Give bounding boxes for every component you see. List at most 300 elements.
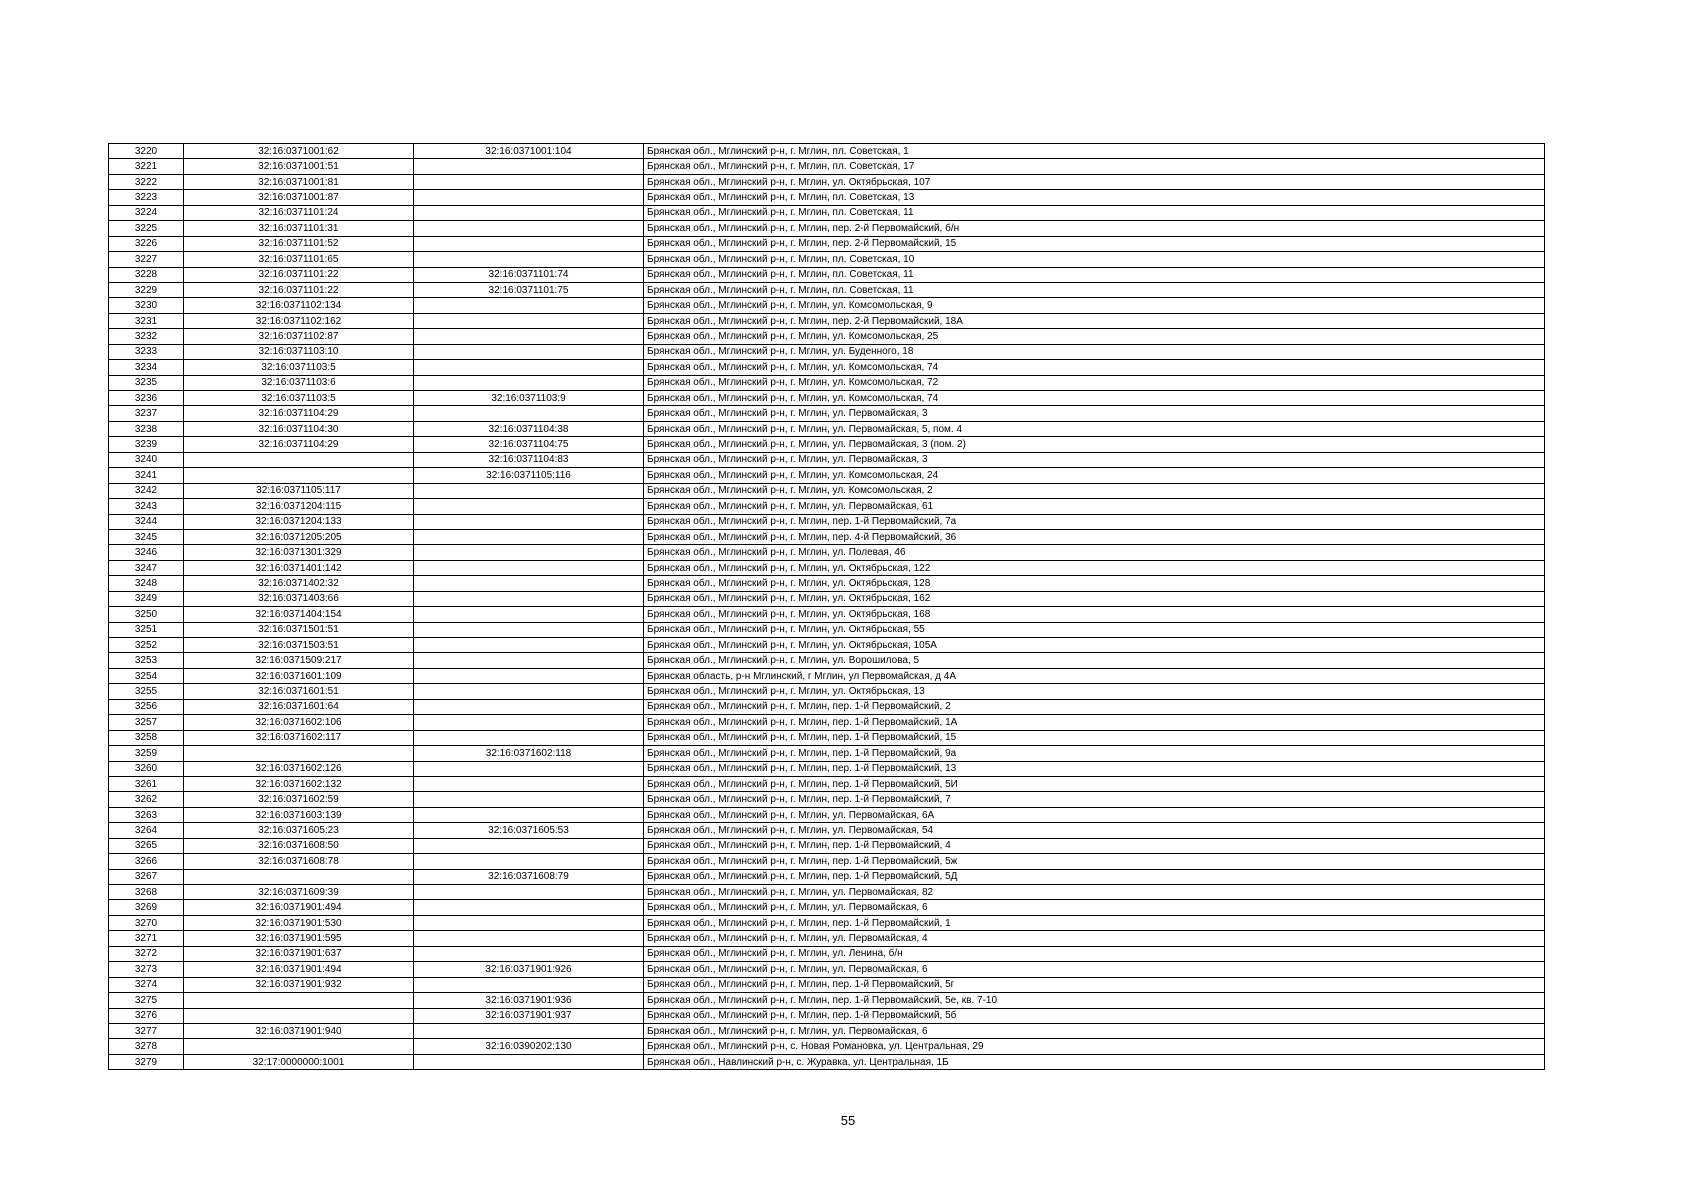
address-cell: Брянская обл., Мглинский р-н, г. Мглин, ул. Ленина, б/н bbox=[644, 946, 1545, 961]
related-cadastral-number-cell bbox=[414, 298, 644, 313]
row-number-cell: 3249 bbox=[109, 591, 184, 606]
cadastral-number-cell: 32:16:0371101:52 bbox=[184, 236, 414, 251]
row-number-cell: 3270 bbox=[109, 915, 184, 930]
row-number-cell: 3246 bbox=[109, 545, 184, 560]
table-row bbox=[109, 252, 1545, 267]
row-number-cell: 3221 bbox=[109, 159, 184, 174]
row-number-cell: 3268 bbox=[109, 885, 184, 900]
cadastral-number-cell: 32:16:0371101:22 bbox=[184, 282, 414, 297]
address-cell: Брянская обл., Мглинский р-н, с. Новая Романовка, ул. Центральная, 29 bbox=[644, 1039, 1545, 1054]
row-number-cell: 3224 bbox=[109, 205, 184, 220]
cadastral-number-cell: 32:16:0371501:51 bbox=[184, 622, 414, 637]
table-row bbox=[109, 761, 1545, 776]
table-row bbox=[109, 298, 1545, 313]
row-number-cell: 3259 bbox=[109, 746, 184, 761]
cadastral-number-cell: 32:16:0371401:142 bbox=[184, 560, 414, 575]
address-cell: Брянская обл., Мглинский р-н, г. Мглин, ул. Октябрьская, 107 bbox=[644, 174, 1545, 189]
row-number-cell: 3250 bbox=[109, 607, 184, 622]
cadastral-number-cell: 32:16:0371101:24 bbox=[184, 205, 414, 220]
related-cadastral-number-cell: 32:16:0371901:937 bbox=[414, 1008, 644, 1023]
address-cell: Брянская обл., Мглинский р-н, г. Мглин, ул. Комсомольская, 9 bbox=[644, 298, 1545, 313]
row-number-cell: 3237 bbox=[109, 406, 184, 421]
cadastral-number-cell: 32:16:0371901:530 bbox=[184, 915, 414, 930]
related-cadastral-number-cell: 32:16:0371605:53 bbox=[414, 823, 644, 838]
related-cadastral-number-cell bbox=[414, 792, 644, 807]
cadastral-number-cell: 32:16:0371601:51 bbox=[184, 684, 414, 699]
table-body bbox=[109, 144, 1545, 1070]
cadastral-number-cell: 32:16:0371301:329 bbox=[184, 545, 414, 560]
table-row bbox=[109, 529, 1545, 544]
table-row bbox=[109, 205, 1545, 220]
row-number-cell: 3247 bbox=[109, 560, 184, 575]
row-number-cell: 3225 bbox=[109, 221, 184, 236]
related-cadastral-number-cell bbox=[414, 668, 644, 683]
related-cadastral-number-cell bbox=[414, 344, 644, 359]
table-row bbox=[109, 684, 1545, 699]
row-number-cell: 3253 bbox=[109, 653, 184, 668]
row-number-cell: 3226 bbox=[109, 236, 184, 251]
related-cadastral-number-cell bbox=[414, 715, 644, 730]
related-cadastral-number-cell bbox=[414, 313, 644, 328]
related-cadastral-number-cell bbox=[414, 946, 644, 961]
cadastral-number-cell: 32:16:0371608:50 bbox=[184, 838, 414, 853]
table-row bbox=[109, 406, 1545, 421]
cadastral-number-cell: 32:16:0371101:65 bbox=[184, 252, 414, 267]
related-cadastral-number-cell bbox=[414, 776, 644, 791]
cadastral-number-cell: 32:16:0371001:81 bbox=[184, 174, 414, 189]
address-cell: Брянская обл., Мглинский р-н, г. Мглин, пл. Советская, 13 bbox=[644, 190, 1545, 205]
row-number-cell: 3255 bbox=[109, 684, 184, 699]
table-row bbox=[109, 885, 1545, 900]
table-row bbox=[109, 483, 1545, 498]
related-cadastral-number-cell: 32:16:0371101:75 bbox=[414, 282, 644, 297]
table-row bbox=[109, 1039, 1545, 1054]
related-cadastral-number-cell: 32:16:0371608:79 bbox=[414, 869, 644, 884]
row-number-cell: 3230 bbox=[109, 298, 184, 313]
table-row bbox=[109, 993, 1545, 1008]
cadastral-number-cell: 32:16:0371608:78 bbox=[184, 854, 414, 869]
table-row bbox=[109, 282, 1545, 297]
row-number-cell: 3267 bbox=[109, 869, 184, 884]
table-row bbox=[109, 915, 1545, 930]
row-number-cell: 3233 bbox=[109, 344, 184, 359]
cadastral-number-cell: 32:16:0371204:115 bbox=[184, 499, 414, 514]
cadastral-number-cell: 32:16:0371102:87 bbox=[184, 329, 414, 344]
table-row bbox=[109, 576, 1545, 591]
related-cadastral-number-cell: 32:16:0371104:75 bbox=[414, 437, 644, 452]
related-cadastral-number-cell bbox=[414, 761, 644, 776]
cadastral-number-cell: 32:16:0371901:932 bbox=[184, 977, 414, 992]
table-row bbox=[109, 313, 1545, 328]
table-row bbox=[109, 514, 1545, 529]
row-number-cell: 3276 bbox=[109, 1008, 184, 1023]
related-cadastral-number-cell bbox=[414, 560, 644, 575]
address-cell: Брянская обл., Мглинский р-н, г. Мглин, пл. Советская, 11 bbox=[644, 282, 1545, 297]
cadastral-number-cell: 32:16:0371602:117 bbox=[184, 730, 414, 745]
table-row bbox=[109, 452, 1545, 467]
address-cell: Брянская обл., Мглинский р-н, г. Мглин, ул. Полевая, 46 bbox=[644, 545, 1545, 560]
row-number-cell: 3260 bbox=[109, 761, 184, 776]
row-number-cell: 3274 bbox=[109, 977, 184, 992]
table-row bbox=[109, 375, 1545, 390]
related-cadastral-number-cell bbox=[414, 854, 644, 869]
table-row bbox=[109, 437, 1545, 452]
related-cadastral-number-cell: 32:16:0371901:936 bbox=[414, 993, 644, 1008]
cadastral-number-cell: 32:16:0371503:51 bbox=[184, 638, 414, 653]
cadastral-number-cell: 32:16:0371103:5 bbox=[184, 360, 414, 375]
cadastral-number-cell: 32:16:0371402:32 bbox=[184, 576, 414, 591]
address-cell: Брянская обл., Мглинский р-н, г. Мглин, пер. 1-й Первомайский, 1 bbox=[644, 915, 1545, 930]
table-row bbox=[109, 699, 1545, 714]
related-cadastral-number-cell bbox=[414, 174, 644, 189]
table-row bbox=[109, 391, 1545, 406]
row-number-cell: 3262 bbox=[109, 792, 184, 807]
related-cadastral-number-cell bbox=[414, 375, 644, 390]
table-row bbox=[109, 638, 1545, 653]
address-cell: Брянская обл., Мглинский р-н, г. Мглин, ул. Первомайская, 3 bbox=[644, 452, 1545, 467]
related-cadastral-number-cell bbox=[414, 807, 644, 822]
row-number-cell: 3223 bbox=[109, 190, 184, 205]
row-number-cell: 3228 bbox=[109, 267, 184, 282]
table-row bbox=[109, 344, 1545, 359]
related-cadastral-number-cell bbox=[414, 529, 644, 544]
address-cell: Брянская область, р-н Мглинский, г Мглин, ул Первомайская, д 4А bbox=[644, 668, 1545, 683]
table-row bbox=[109, 622, 1545, 637]
related-cadastral-number-cell bbox=[414, 499, 644, 514]
table-row bbox=[109, 900, 1545, 915]
related-cadastral-number-cell bbox=[414, 252, 644, 267]
table-row bbox=[109, 221, 1545, 236]
address-cell: Брянская обл., Мглинский р-н, г. Мглин, пер. 1-й Первомайский, 13 bbox=[644, 761, 1545, 776]
table-row bbox=[109, 159, 1545, 174]
related-cadastral-number-cell bbox=[414, 931, 644, 946]
address-cell: Брянская обл., Мглинский р-н, г. Мглин, пл. Советская, 11 bbox=[644, 267, 1545, 282]
row-number-cell: 3236 bbox=[109, 391, 184, 406]
address-cell: Брянская обл., Мглинский р-н, г. Мглин, ул. Ворошилова, 5 bbox=[644, 653, 1545, 668]
related-cadastral-number-cell bbox=[414, 221, 644, 236]
table-row bbox=[109, 144, 1545, 159]
row-number-cell: 3272 bbox=[109, 946, 184, 961]
table-row bbox=[109, 591, 1545, 606]
cadastral-number-cell: 32:16:0371601:109 bbox=[184, 668, 414, 683]
table-row bbox=[109, 1054, 1545, 1069]
table-row bbox=[109, 715, 1545, 730]
cadastral-number-cell: 32:16:0371901:637 bbox=[184, 946, 414, 961]
address-cell: Брянская обл., Мглинский р-н, г. Мглин, пер. 1-й Первомайский, 2 bbox=[644, 699, 1545, 714]
cadastral-number-cell bbox=[184, 746, 414, 761]
table-row bbox=[109, 1008, 1545, 1023]
related-cadastral-number-cell bbox=[414, 190, 644, 205]
related-cadastral-number-cell bbox=[414, 915, 644, 930]
row-number-cell: 3238 bbox=[109, 421, 184, 436]
address-cell: Брянская обл., Мглинский р-н, г. Мглин, ул. Первомайская, 61 bbox=[644, 499, 1545, 514]
table-row bbox=[109, 1023, 1545, 1038]
address-cell: Брянская обл., Мглинский р-н, г. Мглин, ул. Первомайская, 4 bbox=[644, 931, 1545, 946]
address-cell: Брянская обл., Мглинский р-н, г. Мглин, ул. Октябрьская, 162 bbox=[644, 591, 1545, 606]
related-cadastral-number-cell bbox=[414, 406, 644, 421]
table-row bbox=[109, 746, 1545, 761]
cadastral-number-cell: 32:16:0371602:132 bbox=[184, 776, 414, 791]
address-cell: Брянская обл., Мглинский р-н, г. Мглин, пл. Советская, 1 bbox=[644, 144, 1545, 159]
cadastral-number-cell: 32:16:0371602:126 bbox=[184, 761, 414, 776]
table-row bbox=[109, 653, 1545, 668]
related-cadastral-number-cell bbox=[414, 360, 644, 375]
row-number-cell: 3232 bbox=[109, 329, 184, 344]
row-number-cell: 3242 bbox=[109, 483, 184, 498]
related-cadastral-number-cell bbox=[414, 977, 644, 992]
table-row bbox=[109, 360, 1545, 375]
cadastral-number-cell: 32:16:0371103:5 bbox=[184, 391, 414, 406]
related-cadastral-number-cell bbox=[414, 900, 644, 915]
address-cell: Брянская обл., Мглинский р-н, г. Мглин, пер. 1-й Первомайский, 5ж bbox=[644, 854, 1545, 869]
related-cadastral-number-cell: 32:16:0371105:116 bbox=[414, 468, 644, 483]
address-cell: Брянская обл., Мглинский р-н, г. Мглин, пер. 1-й Первомайский, 5г bbox=[644, 977, 1545, 992]
address-cell: Брянская обл., Мглинский р-н, г. Мглин, ул. Комсомольская, 25 bbox=[644, 329, 1545, 344]
address-cell: Брянская обл., Мглинский р-н, г. Мглин, пер. 1-й Первомайский, 7 bbox=[644, 792, 1545, 807]
cadastral-number-cell: 32:16:0371001:51 bbox=[184, 159, 414, 174]
cadastral-number-cell bbox=[184, 869, 414, 884]
cadastral-number-cell: 32:16:0371204:133 bbox=[184, 514, 414, 529]
cadastral-number-cell: 32:16:0371103:6 bbox=[184, 375, 414, 390]
table-row bbox=[109, 267, 1545, 282]
address-cell: Брянская обл., Мглинский р-н, г. Мглин, ул. Первомайская, 82 bbox=[644, 885, 1545, 900]
cadastral-number-cell bbox=[184, 1039, 414, 1054]
address-cell: Брянская обл., Мглинский р-н, г. Мглин, пер. 1-й Первомайский, 5Д bbox=[644, 869, 1545, 884]
cadastral-number-cell: 32:16:0371509:217 bbox=[184, 653, 414, 668]
table-row bbox=[109, 545, 1545, 560]
address-cell: Брянская обл., Мглинский р-н, г. Мглин, пер. 2-й Первомайский, б/н bbox=[644, 221, 1545, 236]
related-cadastral-number-cell bbox=[414, 607, 644, 622]
table-row bbox=[109, 668, 1545, 683]
row-number-cell: 3248 bbox=[109, 576, 184, 591]
cadastral-number-cell: 32:16:0371901:494 bbox=[184, 900, 414, 915]
row-number-cell: 3273 bbox=[109, 962, 184, 977]
address-cell: Брянская обл., Навлинский р-н, с. Журавка, ул. Центральная, 1Б bbox=[644, 1054, 1545, 1069]
table-row bbox=[109, 776, 1545, 791]
row-number-cell: 3220 bbox=[109, 144, 184, 159]
address-cell: Брянская обл., Мглинский р-н, г. Мглин, пер. 4-й Первомайский, 36 bbox=[644, 529, 1545, 544]
related-cadastral-number-cell bbox=[414, 838, 644, 853]
related-cadastral-number-cell bbox=[414, 591, 644, 606]
address-cell: Брянская обл., Мглинский р-н, г. Мглин, ул. Комсомольская, 72 bbox=[644, 375, 1545, 390]
cadastral-number-cell: 32:16:0371101:31 bbox=[184, 221, 414, 236]
cadastral-number-cell: 32:16:0371609:39 bbox=[184, 885, 414, 900]
row-number-cell: 3231 bbox=[109, 313, 184, 328]
table-row bbox=[109, 931, 1545, 946]
related-cadastral-number-cell bbox=[414, 205, 644, 220]
address-cell: Брянская обл., Мглинский р-н, г. Мглин, пер. 2-й Первомайский, 18А bbox=[644, 313, 1545, 328]
address-cell: Брянская обл., Мглинский р-н, г. Мглин, пер. 1-й Первомайский, 7а bbox=[644, 514, 1545, 529]
related-cadastral-number-cell: 32:16:0371104:83 bbox=[414, 452, 644, 467]
related-cadastral-number-cell bbox=[414, 1023, 644, 1038]
address-cell: Брянская обл., Мглинский р-н, г. Мглин, ул. Октябрьская, 13 bbox=[644, 684, 1545, 699]
related-cadastral-number-cell bbox=[414, 483, 644, 498]
table-row bbox=[109, 174, 1545, 189]
table-row bbox=[109, 560, 1545, 575]
related-cadastral-number-cell: 32:16:0371101:74 bbox=[414, 267, 644, 282]
table-row bbox=[109, 838, 1545, 853]
related-cadastral-number-cell: 32:16:0371103:9 bbox=[414, 391, 644, 406]
related-cadastral-number-cell: 32:16:0371001:104 bbox=[414, 144, 644, 159]
cadastral-number-cell bbox=[184, 993, 414, 1008]
cadastral-number-cell: 32:16:0371104:29 bbox=[184, 406, 414, 421]
address-cell: Брянская обл., Мглинский р-н, г. Мглин, пер. 1-й Первомайский, 5И bbox=[644, 776, 1545, 791]
row-number-cell: 3275 bbox=[109, 993, 184, 1008]
row-number-cell: 3241 bbox=[109, 468, 184, 483]
row-number-cell: 3251 bbox=[109, 622, 184, 637]
row-number-cell: 3252 bbox=[109, 638, 184, 653]
cadastral-number-cell: 32:16:0371901:595 bbox=[184, 931, 414, 946]
related-cadastral-number-cell: 32:16:0390202:130 bbox=[414, 1039, 644, 1054]
table-row bbox=[109, 468, 1545, 483]
address-cell: Брянская обл., Мглинский р-н, г. Мглин, ул. Комсомольская, 24 bbox=[644, 468, 1545, 483]
address-cell: Брянская обл., Мглинский р-н, г. Мглин, ул. Октябрьская, 128 bbox=[644, 576, 1545, 591]
row-number-cell: 3277 bbox=[109, 1023, 184, 1038]
address-cell: Брянская обл., Мглинский р-н, г. Мглин, пер. 1-й Первомайский, 9а bbox=[644, 746, 1545, 761]
address-cell: Брянская обл., Мглинский р-н, г. Мглин, пер. 1-й Первомайский, 5б bbox=[644, 1008, 1545, 1023]
table-row bbox=[109, 421, 1545, 436]
cadastral-number-cell: 32:16:0371602:106 bbox=[184, 715, 414, 730]
row-number-cell: 3235 bbox=[109, 375, 184, 390]
cadastral-number-cell: 32:16:0371001:62 bbox=[184, 144, 414, 159]
cadastral-number-cell: 32:16:0371901:494 bbox=[184, 962, 414, 977]
related-cadastral-number-cell bbox=[414, 1054, 644, 1069]
cadastral-number-cell: 32:16:0371101:22 bbox=[184, 267, 414, 282]
cadastral-number-cell bbox=[184, 468, 414, 483]
cadastral-number-cell: 32:16:0371602:59 bbox=[184, 792, 414, 807]
row-number-cell: 3229 bbox=[109, 282, 184, 297]
related-cadastral-number-cell: 32:16:0371901:926 bbox=[414, 962, 644, 977]
row-number-cell: 3254 bbox=[109, 668, 184, 683]
related-cadastral-number-cell bbox=[414, 514, 644, 529]
cadastral-number-cell: 32:16:0371601:64 bbox=[184, 699, 414, 714]
cadastral-number-cell: 32:16:0371102:162 bbox=[184, 313, 414, 328]
cadastral-number-cell: 32:17:0000000:1001 bbox=[184, 1054, 414, 1069]
address-cell: Брянская обл., Мглинский р-н, г. Мглин, ул. Комсомольская, 74 bbox=[644, 391, 1545, 406]
cadastral-number-cell: 32:16:0371104:29 bbox=[184, 437, 414, 452]
cadastral-number-cell: 32:16:0371001:87 bbox=[184, 190, 414, 205]
address-cell: Брянская обл., Мглинский р-н, г. Мглин, пл. Советская, 17 bbox=[644, 159, 1545, 174]
address-cell: Брянская обл., Мглинский р-н, г. Мглин, ул. Первомайская, 54 bbox=[644, 823, 1545, 838]
cadastral-number-cell: 32:16:0371404:154 bbox=[184, 607, 414, 622]
cadastral-number-cell: 32:16:0371205:205 bbox=[184, 529, 414, 544]
table-row bbox=[109, 792, 1545, 807]
address-cell: Брянская обл., Мглинский р-н, г. Мглин, ул. Первомайская, 6А bbox=[644, 807, 1545, 822]
address-cell: Брянская обл., Мглинский р-н, г. Мглин, ул. Первомайская, 3 (пом. 2) bbox=[644, 437, 1545, 452]
address-cell: Брянская обл., Мглинский р-н, г. Мглин, ул. Октябрьская, 55 bbox=[644, 622, 1545, 637]
table-row bbox=[109, 854, 1545, 869]
cadastral-number-cell: 32:16:0371901:940 bbox=[184, 1023, 414, 1038]
row-number-cell: 3257 bbox=[109, 715, 184, 730]
related-cadastral-number-cell: 32:16:0371104:38 bbox=[414, 421, 644, 436]
cadastral-number-cell: 32:16:0371104:30 bbox=[184, 421, 414, 436]
related-cadastral-number-cell bbox=[414, 576, 644, 591]
row-number-cell: 3243 bbox=[109, 499, 184, 514]
row-number-cell: 3271 bbox=[109, 931, 184, 946]
address-cell: Брянская обл., Мглинский р-н, г. Мглин, ул. Первомайская, 6 bbox=[644, 900, 1545, 915]
table-row bbox=[109, 190, 1545, 205]
related-cadastral-number-cell bbox=[414, 545, 644, 560]
cadastral-number-cell bbox=[184, 1008, 414, 1023]
address-cell: Брянская обл., Мглинский р-н, г. Мглин, ул. Октябрьская, 105А bbox=[644, 638, 1545, 653]
address-cell: Брянская обл., Мглинский р-н, г. Мглин, пер. 1-й Первомайский, 15 bbox=[644, 730, 1545, 745]
table-row bbox=[109, 499, 1545, 514]
related-cadastral-number-cell bbox=[414, 730, 644, 745]
address-cell: Брянская обл., Мглинский р-н, г. Мглин, ул. Первомайская, 3 bbox=[644, 406, 1545, 421]
related-cadastral-number-cell bbox=[414, 638, 644, 653]
related-cadastral-number-cell bbox=[414, 622, 644, 637]
row-number-cell: 3234 bbox=[109, 360, 184, 375]
address-cell: Брянская обл., Мглинский р-н, г. Мглин, ул. Первомайская, 6 bbox=[644, 1023, 1545, 1038]
address-cell: Брянская обл., Мглинский р-н, г. Мглин, пер. 2-й Первомайский, 15 bbox=[644, 236, 1545, 251]
address-cell: Брянская обл., Мглинский р-н, г. Мглин, пер. 1-й Первомайский, 1А bbox=[644, 715, 1545, 730]
row-number-cell: 3227 bbox=[109, 252, 184, 267]
related-cadastral-number-cell bbox=[414, 159, 644, 174]
related-cadastral-number-cell bbox=[414, 653, 644, 668]
cadastral-number-cell: 32:16:0371102:134 bbox=[184, 298, 414, 313]
table-row bbox=[109, 962, 1545, 977]
cadastral-number-cell: 32:16:0371105:117 bbox=[184, 483, 414, 498]
row-number-cell: 3239 bbox=[109, 437, 184, 452]
row-number-cell: 3240 bbox=[109, 452, 184, 467]
row-number-cell: 3263 bbox=[109, 807, 184, 822]
row-number-cell: 3264 bbox=[109, 823, 184, 838]
related-cadastral-number-cell bbox=[414, 699, 644, 714]
row-number-cell: 3258 bbox=[109, 730, 184, 745]
table-row bbox=[109, 869, 1545, 884]
related-cadastral-number-cell bbox=[414, 684, 644, 699]
address-cell: Брянская обл., Мглинский р-н, г. Мглин, пер. 1-й Первомайский, 4 bbox=[644, 838, 1545, 853]
address-cell: Брянская обл., Мглинский р-н, г. Мглин, пл. Советская, 11 bbox=[644, 205, 1545, 220]
property-registry-table bbox=[108, 143, 1545, 1070]
cadastral-number-cell bbox=[184, 452, 414, 467]
page-number: 55 bbox=[840, 1113, 856, 1128]
table-row bbox=[109, 607, 1545, 622]
cadastral-number-cell: 32:16:0371605:23 bbox=[184, 823, 414, 838]
row-number-cell: 3244 bbox=[109, 514, 184, 529]
table-row bbox=[109, 946, 1545, 961]
cadastral-number-cell: 32:16:0371103:10 bbox=[184, 344, 414, 359]
row-number-cell: 3256 bbox=[109, 699, 184, 714]
row-number-cell: 3269 bbox=[109, 900, 184, 915]
table-row bbox=[109, 807, 1545, 822]
address-cell: Брянская обл., Мглинский р-н, г. Мглин, ул. Октябрьская, 168 bbox=[644, 607, 1545, 622]
table-row bbox=[109, 823, 1545, 838]
address-cell: Брянская обл., Мглинский р-н, г. Мглин, ул. Первомайская, 6 bbox=[644, 962, 1545, 977]
row-number-cell: 3261 bbox=[109, 776, 184, 791]
table-row bbox=[109, 977, 1545, 992]
address-cell: Брянская обл., Мглинский р-н, г. Мглин, ул. Первомайская, 5, пом. 4 bbox=[644, 421, 1545, 436]
address-cell: Брянская обл., Мглинский р-н, г. Мглин, пл. Советская, 10 bbox=[644, 252, 1545, 267]
table-row bbox=[109, 730, 1545, 745]
row-number-cell: 3278 bbox=[109, 1039, 184, 1054]
address-cell: Брянская обл., Мглинский р-н, г. Мглин, ул. Октябрьская, 122 bbox=[644, 560, 1545, 575]
address-cell: Брянская обл., Мглинский р-н, г. Мглин, ул. Комсомольская, 74 bbox=[644, 360, 1545, 375]
address-cell: Брянская обл., Мглинский р-н, г. Мглин, ул. Буденного, 18 bbox=[644, 344, 1545, 359]
related-cadastral-number-cell bbox=[414, 329, 644, 344]
related-cadastral-number-cell: 32:16:0371602:118 bbox=[414, 746, 644, 761]
row-number-cell: 3265 bbox=[109, 838, 184, 853]
cadastral-number-cell: 32:16:0371603:139 bbox=[184, 807, 414, 822]
cadastral-number-cell: 32:16:0371403:66 bbox=[184, 591, 414, 606]
table-row bbox=[109, 329, 1545, 344]
address-cell: Брянская обл., Мглинский р-н, г. Мглин, ул. Комсомольская, 2 bbox=[644, 483, 1545, 498]
table-row bbox=[109, 236, 1545, 251]
related-cadastral-number-cell bbox=[414, 885, 644, 900]
row-number-cell: 3245 bbox=[109, 529, 184, 544]
row-number-cell: 3222 bbox=[109, 174, 184, 189]
address-cell: Брянская обл., Мглинский р-н, г. Мглин, пер. 1-й Первомайский, 5е, кв. 7-10 bbox=[644, 993, 1545, 1008]
